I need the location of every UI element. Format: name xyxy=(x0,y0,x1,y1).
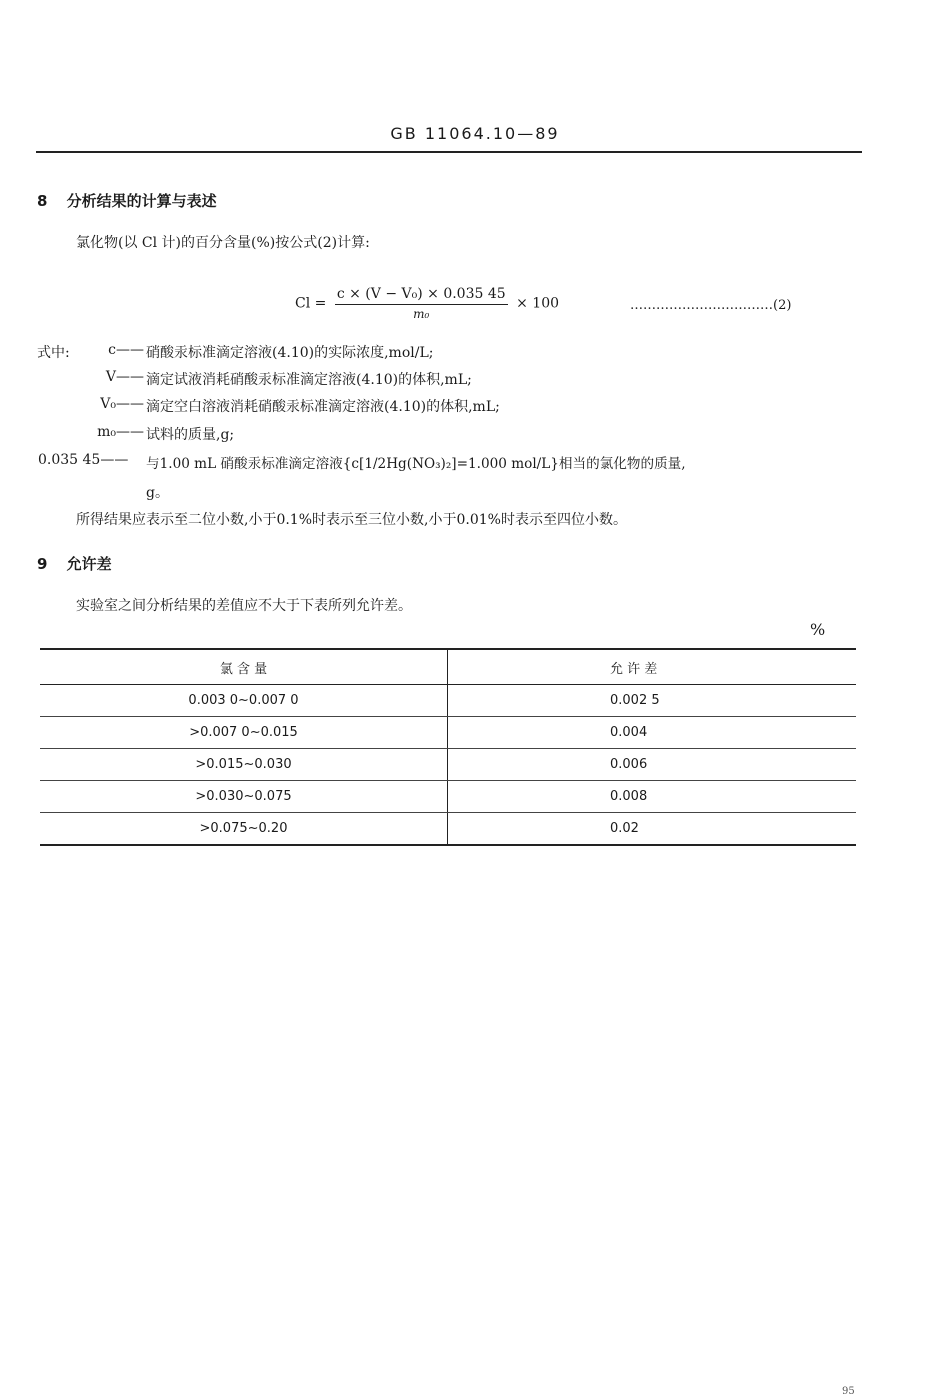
section-8-number: 8 xyxy=(37,192,48,210)
variable-desc: 与1.00 mL 硝酸汞标准滴定溶液{c[1/2Hg(NO₃)₂]=1.000 mol/L}相当的氯化物的质量, xyxy=(146,456,686,472)
variable-symbol: V—— xyxy=(105,369,144,385)
cell-content-range: 0.003 0~0.007 0 xyxy=(40,685,448,717)
cell-content-range: >0.015~0.030 xyxy=(40,749,448,781)
cell-tolerance: 0.004 xyxy=(448,717,857,749)
section-8-heading xyxy=(37,190,217,211)
table-row xyxy=(40,685,856,717)
variable-desc: 硝酸汞标准滴定溶液(4.10)的实际浓度,mol/L; xyxy=(146,345,434,361)
table-row xyxy=(40,717,856,749)
section-8-intro: 氯化物(以 Cl 计)的百分含量(%)按公式(2)计算: xyxy=(76,235,370,251)
table-header-row xyxy=(40,649,856,685)
standard-number-header: GB 11064.10—89 xyxy=(390,124,560,143)
table-unit: % xyxy=(810,620,826,639)
variable-desc: 滴定空白溶液消耗硝酸汞标准滴定溶液(4.10)的体积,mL; xyxy=(146,399,500,415)
header-rule xyxy=(36,151,862,153)
formula-fraction xyxy=(335,286,508,321)
table-row xyxy=(40,749,856,781)
variable-symbol: m₀—— xyxy=(97,424,144,440)
cell-tolerance: 0.02 xyxy=(448,813,857,846)
formula-lhs: Cl = xyxy=(295,295,327,312)
cell-content-range: >0.007 0~0.015 xyxy=(40,717,448,749)
formula-rhs: × 100 xyxy=(516,295,560,312)
cell-tolerance: 0.002 5 xyxy=(448,685,857,717)
section-9-title: 允许差 xyxy=(66,555,112,573)
tolerance-table xyxy=(40,648,856,846)
formula-numerator: c × (V − V₀) × 0.035 45 xyxy=(335,286,508,305)
variable-desc-continuation: g。 xyxy=(146,485,169,501)
variable-desc: 试料的质量,g; xyxy=(146,427,235,443)
table-row xyxy=(40,813,856,846)
formula-2 xyxy=(295,286,559,321)
header-chlorine-content: 氯 含 量 xyxy=(40,649,448,685)
variable-symbol: c—— xyxy=(108,342,144,358)
header-tolerance: 允 许 差 xyxy=(448,649,857,685)
where-label: 式中: xyxy=(37,345,70,361)
page-number: 95 xyxy=(842,1386,855,1397)
section-9-intro: 实验室之间分析结果的差值应不大于下表所列允许差。 xyxy=(76,598,412,614)
cell-tolerance: 0.006 xyxy=(448,749,857,781)
section-9-number: 9 xyxy=(37,555,48,573)
formula-denominator: m₀ xyxy=(413,307,430,321)
variable-desc: 滴定试液消耗硝酸汞标准滴定溶液(4.10)的体积,mL; xyxy=(146,372,472,388)
variable-symbol: V₀—— xyxy=(100,396,144,412)
formula-number: ……………………………(2) xyxy=(630,298,792,313)
cell-content-range: >0.030~0.075 xyxy=(40,781,448,813)
cell-tolerance: 0.008 xyxy=(448,781,857,813)
table-row xyxy=(40,781,856,813)
variable-symbol: 0.035 45—— xyxy=(38,452,129,468)
section-9-heading xyxy=(37,553,112,574)
section-8-title: 分析结果的计算与表述 xyxy=(66,192,217,210)
result-precision-note: 所得结果应表示至二位小数,小于0.1%时表示至三位小数,小于0.01%时表示至四位小数。 xyxy=(76,512,627,528)
cell-content-range: >0.075~0.20 xyxy=(40,813,448,846)
